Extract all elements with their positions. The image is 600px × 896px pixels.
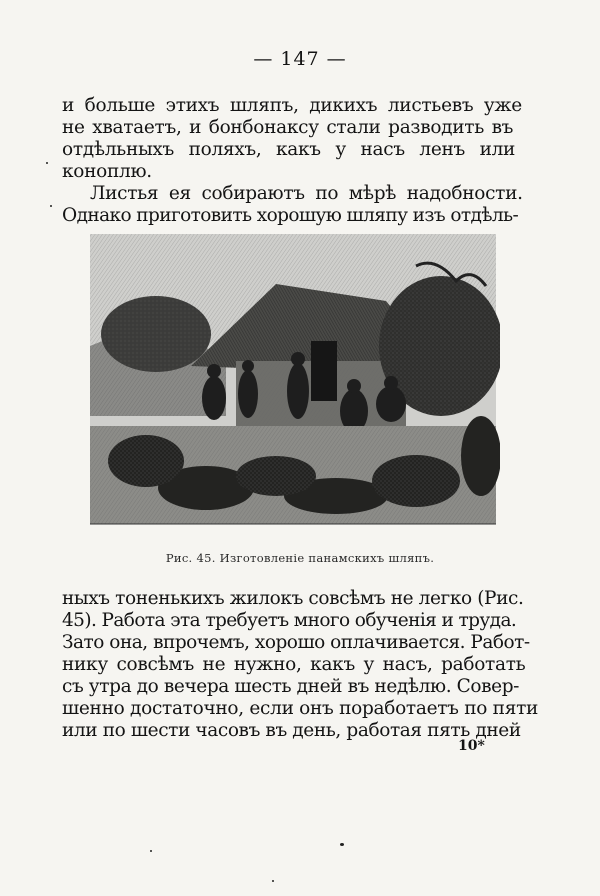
text-line: Однако приготовить хорошую шляпу изъ отдѣль-: [62, 205, 519, 226]
text-line: и больше этихъ шляпъ, дикихъ листьевъ уже: [62, 95, 522, 116]
print-speck: [50, 205, 52, 207]
text-line: отдѣльныхъ поляхъ, какъ у насъ ленъ или: [62, 139, 516, 160]
engraving-figure: [86, 226, 500, 532]
text-line: не хватаетъ, и бонбонаксу стали разводить въ: [62, 117, 514, 138]
figure-caption: Рис. 45. Изготовленіе панамскихъ шляпъ.: [165, 551, 435, 565]
text-line: Листья ея собираютъ по мѣрѣ надобности.: [90, 183, 523, 204]
signature-mark: 10*: [458, 738, 485, 754]
print-speck: [272, 880, 274, 882]
text-line: коноплю.: [62, 161, 152, 182]
text-line: съ утра до вечера шесть дней въ недѣлю. Совер-: [62, 676, 520, 697]
page-number: — 147 —: [253, 48, 347, 70]
print-speck: [340, 843, 344, 846]
print-speck: [150, 850, 152, 852]
text-line: Зато она, впрочемъ, хорошо оплачивается. Работ-: [62, 632, 530, 653]
print-speck: [46, 162, 48, 164]
text-line: ныхъ тоненькихъ жилокъ совсѣмъ не легко (Рис.: [62, 588, 524, 609]
text-line: нику совсѣмъ не нужно, какъ у насъ, работать: [62, 654, 526, 675]
text-line: шенно достаточно, если онъ поработаетъ по пяти: [62, 698, 539, 719]
text-line: или по шести часовъ въ день, работая пять дней: [62, 720, 521, 741]
text-line: 45). Работа эта требуетъ много обученія и труда.: [62, 610, 517, 631]
